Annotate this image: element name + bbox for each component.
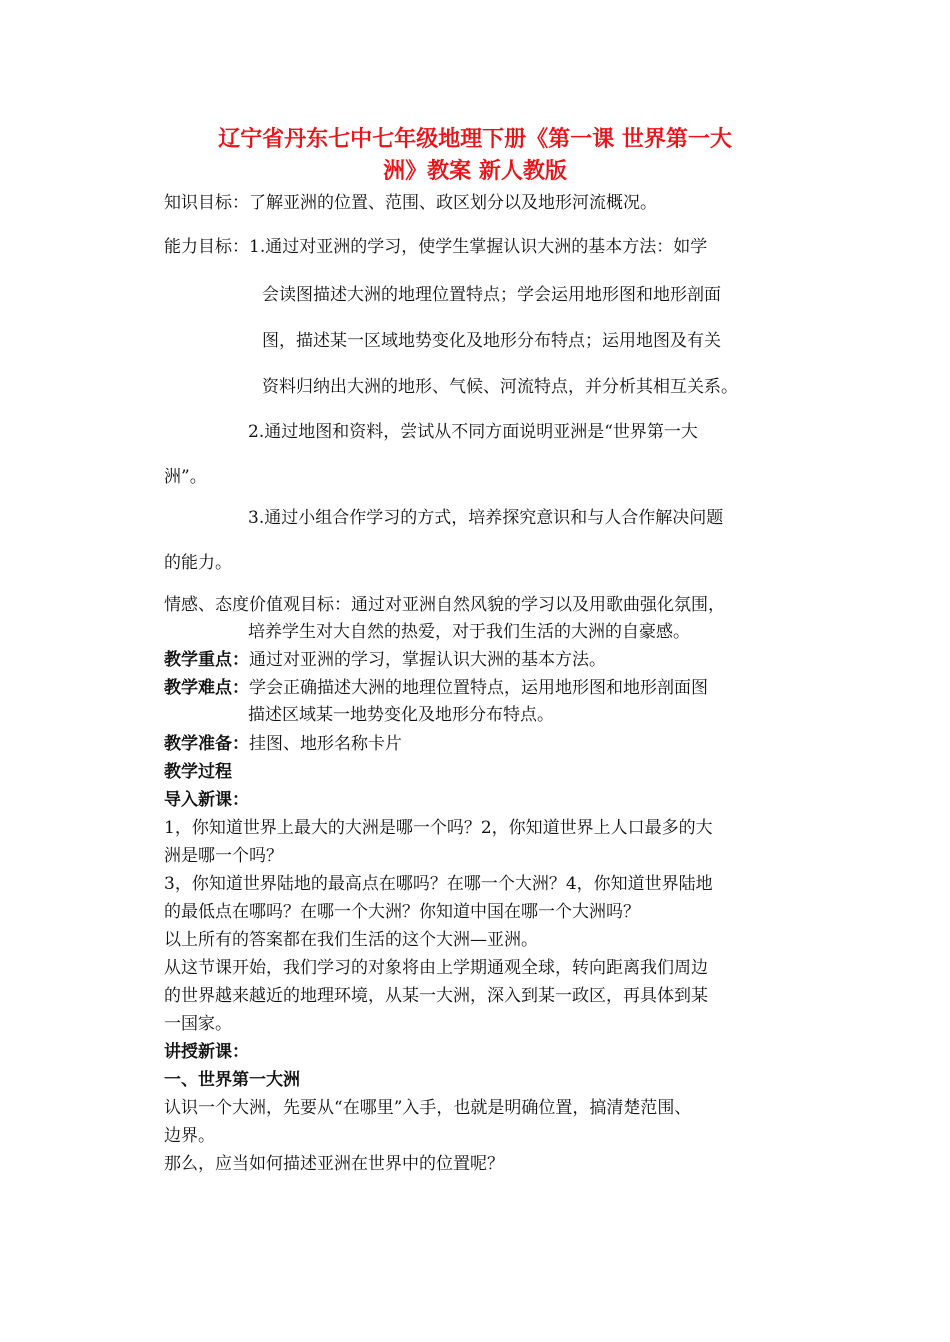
section-1-heading: 一、世界第一大洲: [164, 1070, 300, 1090]
question-1-line-1: 1，你知道世界上最大的大洲是哪一个吗？2，你知道世界上人口最多的大: [164, 818, 713, 838]
transition-line-1: 从这节课开始，我们学习的对象将由上学期通观全球，转向距离我们周边: [164, 958, 708, 978]
ability-objective-3-line-1: 3.通过小组合作学习的方式，培养探究意识和与人合作解决问题: [248, 508, 724, 528]
teaching-key-label: 教学重点：: [164, 650, 249, 670]
ability-objective-1-line-3: 图，描述某一区域地势变化及地形分布特点；运用地图及有关: [262, 331, 721, 351]
teaching-prep-text: 挂图、地形名称卡片: [249, 734, 402, 754]
transition-line-3: 一国家。: [164, 1014, 232, 1034]
teaching-difficulty: [164, 677, 708, 699]
teaching-prep-label: 教学准备：: [164, 734, 249, 754]
question-3-line-2: 的最低点在哪吗？在哪一个大洲？你知道中国在哪一个大洲吗？: [164, 902, 640, 922]
teaching-process-heading: 教学过程: [164, 762, 232, 782]
knowledge-objective: 知识目标：了解亚洲的位置、范围、政区划分以及地形河流概况。: [164, 193, 657, 213]
title-line-1: 辽宁省丹东七中七年级地理下册《第一课 世界第一大: [218, 127, 732, 152]
teaching-key-text: 通过对亚洲的学习，掌握认识大洲的基本方法。: [249, 650, 606, 670]
teaching-preparation: [164, 733, 402, 755]
document-title: [150, 124, 800, 188]
emotion-objective-line-1: 情感、态度价值观目标：通过对亚洲自然风貌的学习以及用歌曲强化氛围，: [164, 595, 725, 615]
emotion-objective-line-2: 培养学生对大自然的热爱，对于我们生活的大洲的自豪感。: [248, 622, 690, 642]
teaching-difficulty-text: 学会正确描述大洲的地理位置特点，运用地形图和地形剖面图: [249, 678, 708, 698]
ability-objective-1-line-4: 资料归纳出大洲的地形、气候、河流特点，并分析其相互关系。: [262, 377, 738, 397]
ability-objective-2-line-1: 2.通过地图和资料，尝试从不同方面说明亚洲是“世界第一大: [248, 422, 698, 442]
ability-objective-2-line-2: 洲”。: [164, 467, 207, 487]
ability-objective-3-line-2: 的能力。: [164, 553, 232, 573]
ability-objective-1-line-2: 会读图描述大洲的地理位置特点；学会运用地形图和地形剖面: [262, 285, 721, 305]
transition-line-2: 的世界越来越近的地理环境，从某一大洲，深入到某一政区，再具体到某: [164, 986, 708, 1006]
question-3-line-1: 3，你知道世界陆地的最高点在哪吗？在哪一个大洲？4，你知道世界陆地: [164, 874, 713, 894]
paragraph-2: 那么，应当如何描述亚洲在世界中的位置呢？: [164, 1154, 504, 1174]
teaching-difficulty-line-2: 描述区域某一地势变化及地形分布特点。: [248, 705, 554, 725]
new-lesson-heading: 讲授新课：: [164, 1042, 249, 1062]
title-line-2: 洲》教案 新人教版: [383, 159, 567, 184]
teaching-difficulty-label: 教学难点：: [164, 678, 249, 698]
question-1-line-2: 洲是哪一个吗？: [164, 846, 283, 866]
paragraph-1-line-2: 边界。: [164, 1126, 215, 1146]
paragraph-1-line-1: 认识一个大洲，先要从“在哪里”入手，也就是明确位置，搞清楚范围、: [164, 1098, 692, 1118]
intro-heading: 导入新课：: [164, 790, 249, 810]
teaching-key-point: [164, 649, 606, 671]
ability-objective-1-line-1: 能力目标：1.通过对亚洲的学习，使学生掌握认识大洲的基本方法：如学: [164, 237, 708, 257]
answer-paragraph: 以上所有的答案都在我们生活的这个大洲—亚洲。: [164, 930, 538, 950]
